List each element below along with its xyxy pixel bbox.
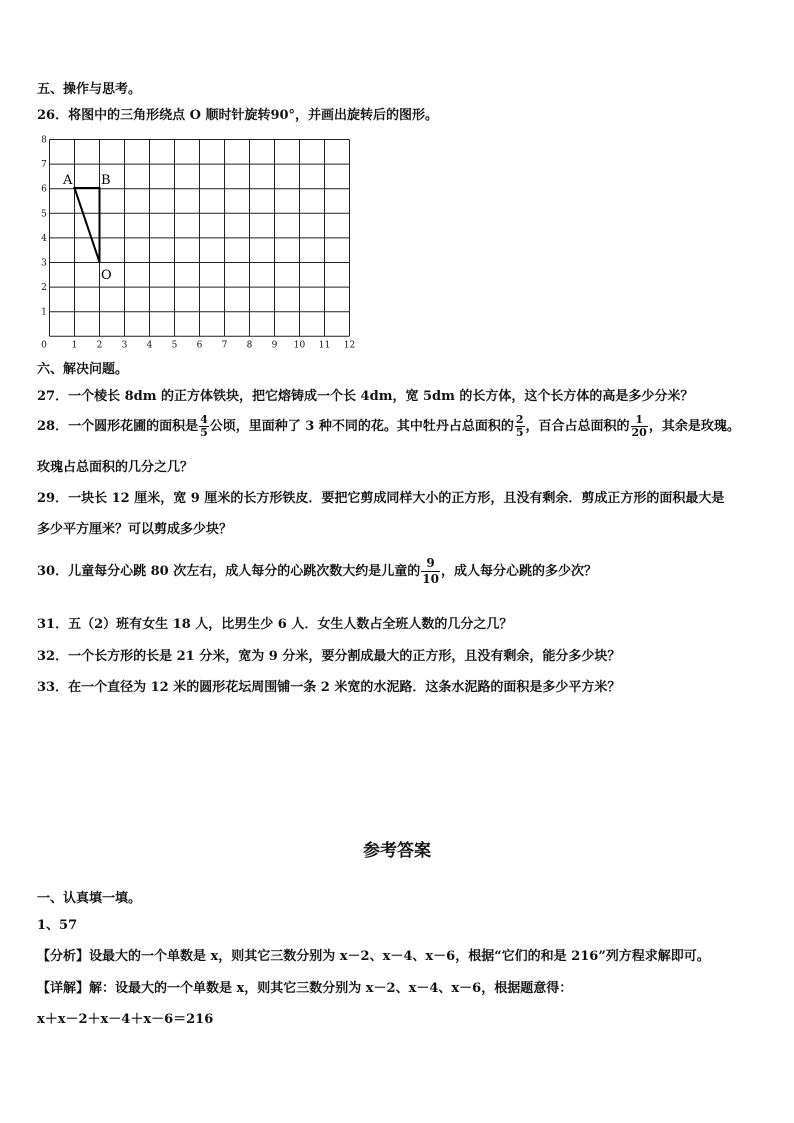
frac-numerator: 1 [631,414,648,427]
question-32: 32．一个长方形的长是 21 分米，宽为 9 分米，要分割成最大的正方形，且没有剩余，能分多少块？ [37,649,621,664]
question-28 [37,414,740,439]
y-tick-label: 1 [41,307,47,318]
q28-text-a: 28．一个圆形花圃的面积是 [37,419,199,434]
y-tick-label: 2 [41,283,47,294]
question-27: 27．一个棱长 8dm 的正方体铁块，把它熔铸成一个长 4dm，宽 5dm 的长方体，这个长方体的高是多少分米？ [37,389,694,404]
frac-denominator: 20 [631,426,647,439]
q30-text-b: ，成人每分心跳的多少次？ [440,564,597,579]
answer-1: 1、57 [37,918,78,933]
x-tick-label: 7 [221,340,228,349]
x-tick-label: 2 [96,340,103,349]
x-tick-label: 11 [318,340,331,349]
q28-text-d: ，其余是玫瑰。 [648,419,740,434]
question-29-line2: 多少平方厘米？可以剪成多少块？ [37,522,233,537]
question-29-line1: 29．一块长 12 厘米，宽 9 厘米的长方形铁皮．要把它剪成同样大小的正方形，且没有剩余．剪成正方形的面积最大是 [37,491,725,506]
x-tick-label: 0 [41,340,47,349]
frac-numerator: 9 [421,556,440,572]
answers-heading: 一、认真填一填。 [37,891,142,906]
frac-numerator: 4 [200,413,208,426]
point-a-label: A [63,173,73,188]
answer-detail: 【详解】解：设最大的一个单数是 x，则其它三数分别为 x－2、x－4、x－6，根据题意得： [37,981,573,996]
question-30 [37,556,597,587]
x-tick-label: 5 [171,340,178,349]
answer-equation: x＋x－2＋x－4＋x－6＝216 [37,1012,214,1027]
point-o-label: O [101,268,112,283]
question-33: 33．在一个直径为 12 米的圆形花坛周围铺一条 2 米宽的水泥路．这条水泥路的面积是多少平方米？ [37,680,621,695]
q30-text-a: 30．儿童每分心跳 80 次左右，成人每分的心跳次数大约是儿童的 [37,564,421,579]
y-tick-label: 7 [41,160,47,171]
fraction-2-5 [515,414,525,439]
x-tick-label: 9 [271,340,278,349]
frac-denominator: 10 [422,572,439,586]
y-tick-label: 4 [41,233,47,244]
frac-denominator: 5 [515,426,524,439]
question-26: 26．将图中的三角形绕点 O 顺时针旋转90°，并画出旋转后的图形。 [37,108,439,123]
x-tick-label: 12 [343,340,356,349]
question-28-line2: 玫瑰占总面积的几分之几？ [37,460,194,475]
q28-text-b: 公顷，里面种了 3 种不同的花。其中牡丹占总面积的 [209,419,514,434]
fraction-9-10 [421,556,440,587]
x-tick-label: 8 [246,340,253,349]
x-tick-label: 1 [71,340,78,349]
frac-numerator: 2 [515,413,524,426]
y-tick-label: 8 [41,135,47,146]
answers-title: 参考答案 [363,841,431,861]
x-tick-label: 3 [121,340,128,349]
x-tick-label: 4 [146,340,153,349]
q28-text-c: ，百合占总面积的 [525,419,630,434]
y-tick-label: 6 [41,184,47,195]
section-heading-6: 六、解决问题。 [37,362,129,377]
fraction-4-5 [199,414,209,439]
point-b-label: B [101,173,111,188]
answer-analysis: 【分析】设最大的一个单数是 x，则其它三数分别为 x－2、x－4、x－6，根据“它们的和是 216”列方程求解即可。 [37,949,710,964]
frac-denominator: 5 [200,426,208,439]
y-tick-label: 3 [41,258,47,269]
question-31: 31．五（2）班有女生 18 人，比男生少 6 人．女生人数占全班人数的几分之几？ [37,617,513,632]
x-tick-label: 6 [196,340,203,349]
y-tick-label: 5 [41,209,47,220]
section-heading-5: 五、操作与思考。 [37,82,142,97]
x-tick-label: 10 [293,340,306,349]
fraction-1-20 [631,414,648,439]
coordinate-grid [34,134,364,349]
triangle-abo [75,188,100,262]
